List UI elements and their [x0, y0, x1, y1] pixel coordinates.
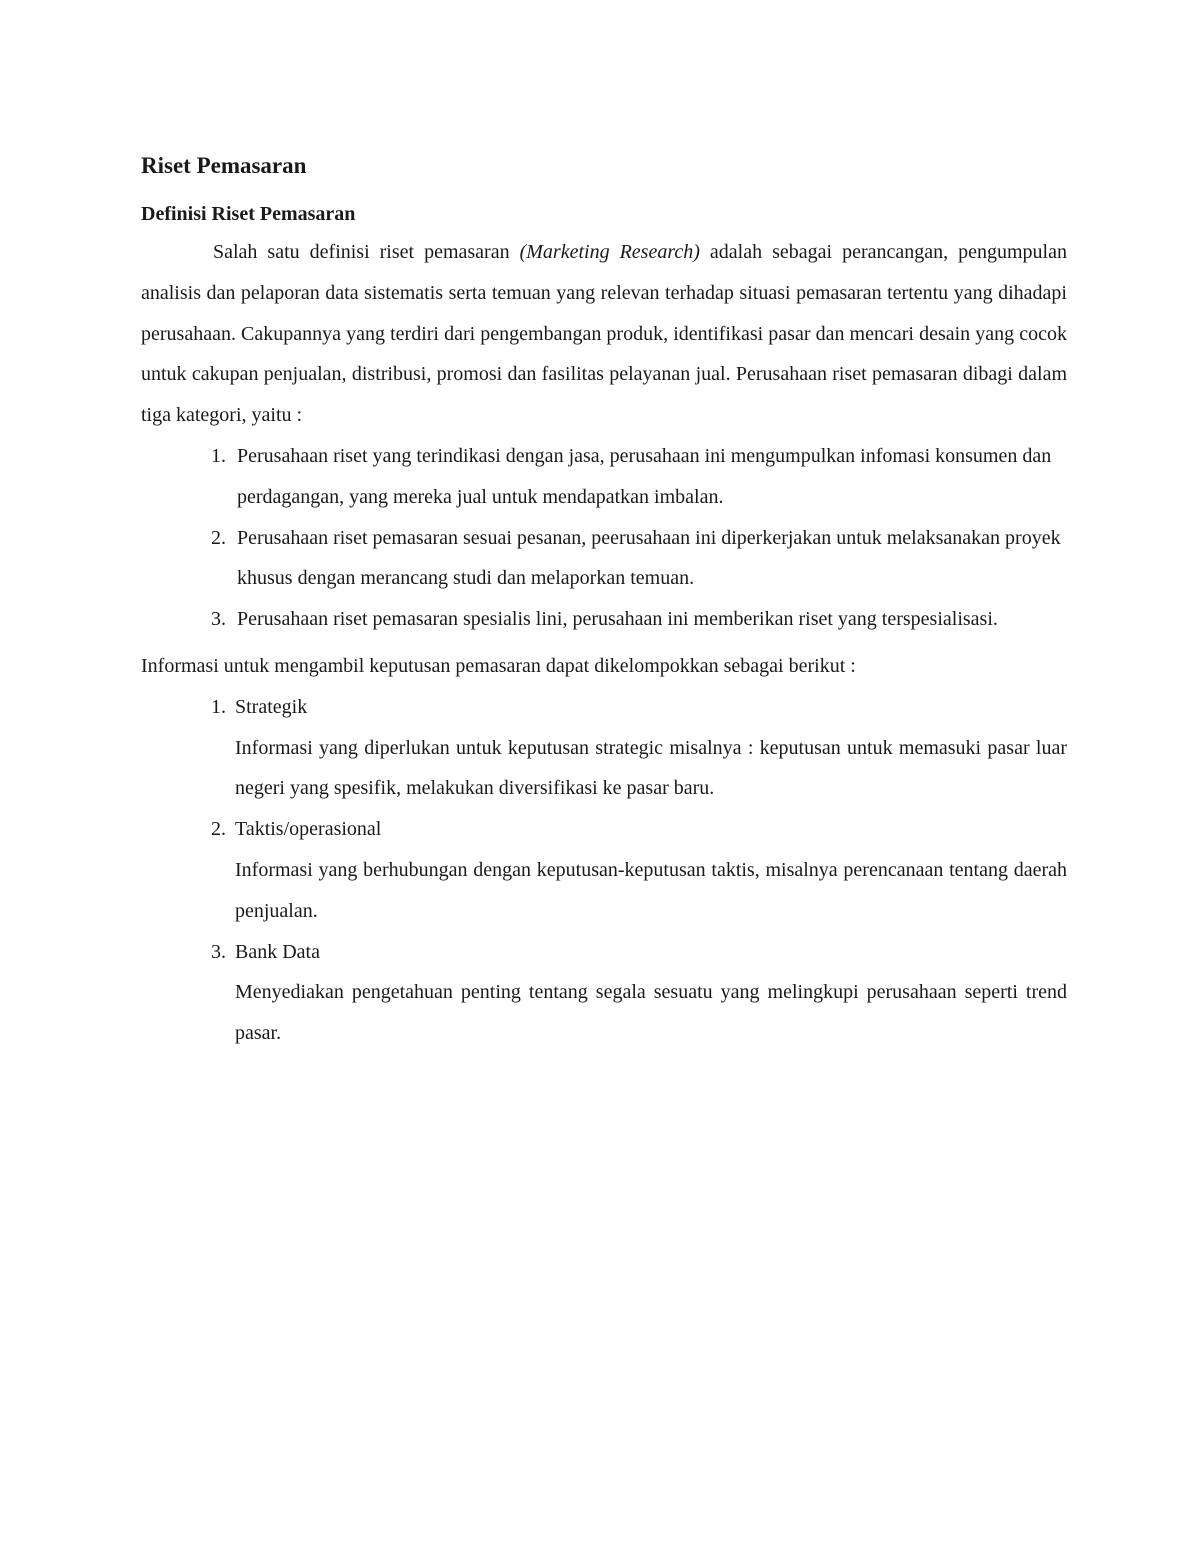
info-intro-paragraph: Informasi untuk mengambil keputusan pemasaran dapat dikelompokkan sebagai berikut : [141, 654, 856, 677]
list-item-text: Perusahaan riset yang terindikasi dengan jasa, perusahaan ini mengumpulkan infomasi konsumen dan perdagangan, yang mereka jual untuk mendapatkan imbalan. [237, 444, 1052, 508]
list-item [141, 932, 1067, 1054]
document-body [141, 148, 1067, 1054]
list-item-title: Taktis/operasional [235, 818, 382, 841]
list-item-title: Strategik [235, 695, 308, 718]
list-item-description: Informasi yang diperlukan untuk keputusan strategic misalnya : keputusan untuk memasuki pasar luar negeri yang spesifik, melakukan diversifikasi ke pasar baru. [235, 736, 1067, 800]
intro-text-before: Salah satu definisi riset pemasaran [213, 241, 520, 263]
category-list [141, 436, 1067, 640]
list-item [141, 436, 1067, 518]
list-item [141, 599, 1067, 640]
intro-text-italic: (Marketing Research) [519, 241, 700, 263]
list-item [141, 687, 1067, 809]
info-list [141, 687, 1067, 1054]
list-number: 1. [211, 444, 226, 467]
document-title: Riset Pemasaran [141, 153, 307, 178]
list-item-description: Menyediakan pengetahuan penting tentang segala sesuatu yang melingkupi perusahaan seperti trend pasar. [235, 981, 1067, 1045]
list-number: 3. [211, 608, 226, 631]
list-number: 1. [211, 695, 226, 718]
list-item-text: Perusahaan riset pemasaran sesuai pesanan, peerusahaan ini diperkerjakan untuk melaksanakan proyek khusus dengan merancang studi dan melaporkan temuan. [237, 526, 1061, 590]
list-item-text: Perusahaan riset pemasaran spesialis lini, perusahaan ini memberikan riset yang terspesialisasi. [237, 608, 998, 631]
list-number: 2. [211, 526, 226, 549]
list-number: 3. [211, 940, 226, 963]
list-item-description: Informasi yang berhubungan dengan keputusan-keputusan taktis, misalnya perencanaan tentang daerah penjualan. [235, 858, 1067, 922]
intro-text-after: adalah sebagai perancangan, pengumpulan analisis dan pelaporan data sistematis serta temuan yang relevan terhadap situasi pemasaran tertentu yang dihadapi perusahaan. Cakupannya yang terdiri dari pengembangan produk, identifikasi pasar dan mencari desain yang cocok untuk cakupan penjualan, distribusi, promosi dan fasilitas pelayanan jual. Perusahaan riset pemasaran dibagi dalam tiga kategori, yaitu : [141, 241, 1067, 427]
list-item [141, 809, 1067, 931]
section-heading: Definisi Riset Pemasaran [141, 203, 356, 225]
list-item-title: Bank Data [235, 940, 320, 963]
list-number: 2. [211, 818, 226, 841]
intro-paragraph [141, 232, 1067, 436]
list-item [141, 518, 1067, 600]
